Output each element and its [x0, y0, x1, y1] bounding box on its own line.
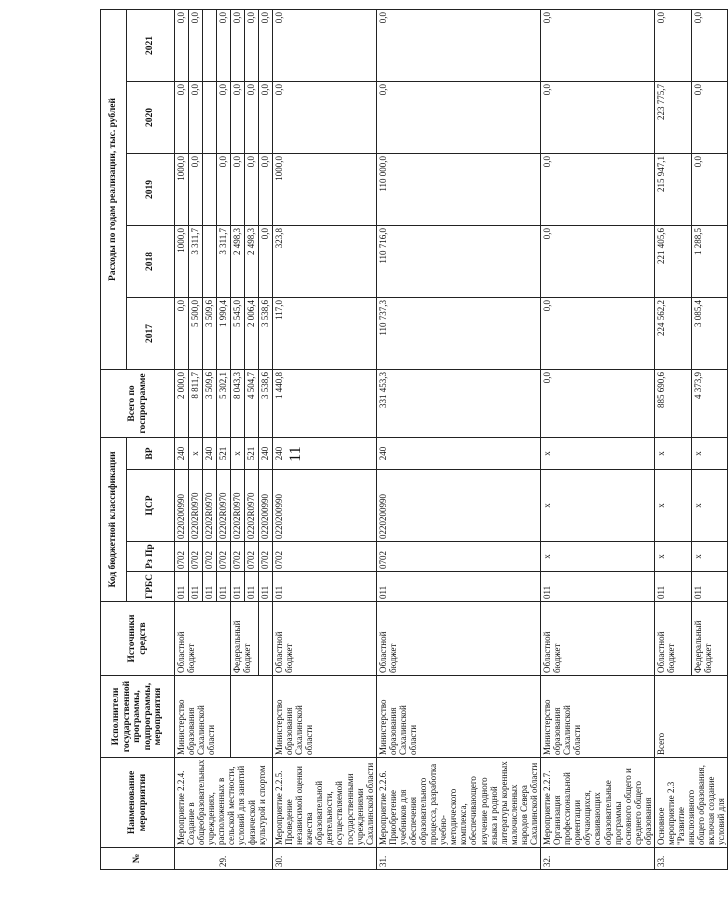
cell-2021: 0,0 — [189, 9, 203, 81]
cell-2018: 110 716,0 — [376, 225, 540, 297]
cell-2017: 5 545,0 — [231, 297, 245, 369]
cell-2020: 0,0 — [245, 81, 259, 153]
row-source: Областной бюджет — [541, 602, 655, 676]
row-source: Областной бюджет — [654, 602, 691, 676]
cell-2021: 0,0 — [654, 9, 691, 81]
cell-total: 1 440,8 — [273, 369, 377, 437]
header-years-group: Расходы по годам реализации, тыс. рублей — [101, 9, 127, 369]
cell-vr: x — [691, 437, 728, 469]
cell-grbs: 011 — [189, 572, 203, 602]
cell-grbs: 011 — [203, 572, 217, 602]
cell-2017: 1 990,4 — [217, 297, 231, 369]
cell-total: 2 000,0 — [175, 369, 189, 437]
cell-total: 4 373,9 — [691, 369, 728, 437]
cell-grbs: 011 — [541, 572, 655, 602]
header-num: № — [101, 848, 175, 870]
cell-2020: 0,0 — [231, 81, 245, 153]
cell-2020: 0,0 — [175, 81, 189, 153]
cell-2017: 0,0 — [175, 297, 189, 369]
cell-rzpr: x — [654, 542, 691, 572]
cell-2019: 0,0 — [245, 153, 259, 225]
cell-2019: 0,0 — [541, 153, 655, 225]
header-rzpr: Рз Пр — [127, 542, 175, 572]
cell-vr: 240 — [376, 437, 540, 469]
row-source: Областной бюджет — [376, 602, 540, 676]
cell-total: 8 043,3 — [231, 369, 245, 437]
row-number: 30. — [273, 848, 377, 870]
table-row — [175, 9, 189, 869]
table-row — [273, 9, 377, 869]
row-source: Областной бюджет — [273, 602, 377, 676]
cell-total: 0,0 — [541, 369, 655, 437]
cell-2020: 0,0 — [273, 81, 377, 153]
cell-csr: x — [691, 470, 728, 542]
page-number: 11 — [287, 446, 304, 462]
cell-2019: 0,0 — [189, 153, 203, 225]
cell-2021: 0,0 — [691, 9, 728, 81]
row-number: 33. — [654, 848, 728, 870]
row-executor-empty — [231, 676, 273, 758]
row-executor: Министерство образования Сахалинской области — [376, 676, 540, 758]
cell-2019: 0,0 — [231, 153, 245, 225]
cell-grbs: 011 — [245, 572, 259, 602]
row-source: Федеральный бюджет — [231, 602, 259, 676]
cell-rzpr: 0702 — [175, 542, 189, 572]
cell-total: 3 509,6 — [203, 369, 217, 437]
cell-total: 5 302,1 — [217, 369, 231, 437]
row-name: Мероприятие 2.2.4. Создание в общеобразовательных учреждениях, расположенных в сельской местности, условий для занятий физической культурой и спортом — [175, 758, 273, 848]
row-source: Федеральный бюджет — [691, 602, 728, 676]
cell-total: 4 504,7 — [245, 369, 259, 437]
header-csr: ЦСР — [127, 470, 175, 542]
cell-csr: 02202R0970 — [231, 470, 245, 542]
cell-2018: 2 498,3 — [245, 225, 259, 297]
cell-2020: 0,0 — [189, 81, 203, 153]
cell-grbs: 011 — [259, 572, 273, 602]
cell-vr: x — [231, 437, 245, 469]
cell-2021: 0,0 — [273, 9, 377, 81]
row-executor: Министерство образования Сахалинской области — [175, 676, 231, 758]
cell-rzpr: 0702 — [217, 542, 231, 572]
cell-2019: 0,0 — [259, 153, 273, 225]
cell-total: 3 538,6 — [259, 369, 273, 437]
cell-2020: 0,0 — [217, 81, 231, 153]
cell-2021: 0,0 — [245, 9, 259, 81]
cell-grbs: 011 — [654, 572, 691, 602]
cell-2017: 117,0 — [273, 297, 377, 369]
cell-csr: x — [654, 470, 691, 542]
cell-2018: 1000,0 — [175, 225, 189, 297]
header-vr: ВР — [127, 437, 175, 469]
row-name: Мероприятие 2.2.6. Приобретение учебников для обеспечения образовательного процесса, разработка учебно-методического комплекса, обеспечивающего изучение родного языка и родной литературы коренных малочисленных народов Севера Сахалинской области — [376, 758, 540, 848]
cell-2017: 3 509,6 — [203, 297, 217, 369]
cell-2020: 0,0 — [691, 81, 728, 153]
cell-vr: 240 — [175, 437, 189, 469]
cell-2019: 1000,0 — [175, 153, 189, 225]
cell-total: 885 690,6 — [654, 369, 691, 437]
cell-2021: 0,0 — [376, 9, 540, 81]
cell-vr: 521 — [217, 437, 231, 469]
row-number: 29. — [175, 848, 273, 870]
cell-2020: 0,0 — [259, 81, 273, 153]
row-executor: Всего — [654, 676, 728, 758]
header-executors: Исполнители государственной программы, подпрограммы, мероприятия — [101, 676, 175, 758]
cell-2021: 0,0 — [541, 9, 655, 81]
cell-2017: 5 500,0 — [189, 297, 203, 369]
cell-grbs: 011 — [231, 572, 245, 602]
cell-2018: 221 405,6 — [654, 225, 691, 297]
cell-2018: 2 498,3 — [231, 225, 245, 297]
cell-2021: 0,0 — [231, 9, 245, 81]
cell-2019: 215 947,1 — [654, 153, 691, 225]
cell-2017: 110 737,3 — [376, 297, 540, 369]
row-source: Областной бюджет — [175, 602, 231, 676]
header-grbs: ГРБС — [127, 572, 175, 602]
cell-csr: 0220200990 — [259, 470, 273, 542]
table-row — [541, 9, 655, 869]
table-row — [231, 9, 245, 869]
cell-vr: 521 — [245, 437, 259, 469]
cell-2017: 3 085,4 — [691, 297, 728, 369]
header-budget-code: Код бюджетной классификации — [101, 437, 127, 601]
cell-grbs: 011 — [175, 572, 189, 602]
cell-total: 8 811,7 — [189, 369, 203, 437]
header-total: Всего по госпрограмме — [101, 369, 175, 437]
cell-vr: x — [189, 437, 203, 469]
cell-2019: 0,0 — [691, 153, 728, 225]
row-source-empty — [259, 602, 273, 676]
cell-rzpr: 0702 — [245, 542, 259, 572]
cell-2017: 0,0 — [541, 297, 655, 369]
header-2018: 2018 — [127, 225, 175, 297]
cell-2018: 323,8 — [273, 225, 377, 297]
cell-2018: 3 311,7 — [217, 225, 231, 297]
cell-rzpr: 0702 — [231, 542, 245, 572]
cell-2018: 0,0 — [259, 225, 273, 297]
cell-rzpr: 0702 — [273, 542, 377, 572]
cell-csr: 0220200990 — [376, 470, 540, 542]
cell-total: 331 453,3 — [376, 369, 540, 437]
cell-2017: 224 562,2 — [654, 297, 691, 369]
cell-csr: 0220200990 — [175, 470, 189, 542]
cell-csr: 02202R0970 — [217, 470, 231, 542]
cell-grbs: 011 — [376, 572, 540, 602]
cell-rzpr: 0702 — [376, 542, 540, 572]
rotated-table-container — [100, 10, 727, 870]
cell-2018: 3 311,7 — [189, 225, 203, 297]
header-2017: 2017 — [127, 297, 175, 369]
row-number: 32. — [541, 848, 655, 870]
cell-vr: 240 — [273, 437, 377, 469]
header-source: Источники средств — [101, 602, 175, 676]
cell-grbs: 011 — [691, 572, 728, 602]
header-2020: 2020 — [127, 81, 175, 153]
row-executor: Министерство образования Сахалинской области — [273, 676, 377, 758]
cell-grbs: 011 — [217, 572, 231, 602]
header-2021: 2021 — [127, 9, 175, 81]
cell-2020: 0,0 — [376, 81, 540, 153]
cell-2017: 3 538,6 — [259, 297, 273, 369]
cell-csr: 02202R0970 — [245, 470, 259, 542]
cell-vr: x — [541, 437, 655, 469]
cell-csr: 0220200990 — [273, 470, 377, 542]
cell-2020: 223 775,7 — [654, 81, 691, 153]
cell-2020: 0,0 — [541, 81, 655, 153]
cell-csr: x — [541, 470, 655, 542]
cell-grbs: 011 — [273, 572, 377, 602]
cell-2021: 0,0 — [217, 9, 231, 81]
cell-2019 — [203, 153, 217, 225]
cell-2017: 2 006,4 — [245, 297, 259, 369]
cell-rzpr: x — [691, 542, 728, 572]
cell-2019: 1000,0 — [273, 153, 377, 225]
row-name: Основное мероприятие 2.3 "Развитие инклюзивного общего образования, включая создание условий для — [654, 758, 728, 848]
row-number: 31. — [376, 848, 540, 870]
cell-2018: 1 288,5 — [691, 225, 728, 297]
cell-2019: 0,0 — [217, 153, 231, 225]
header-2019: 2019 — [127, 153, 175, 225]
cell-rzpr: 0702 — [259, 542, 273, 572]
row-executor: Министерство образования Сахалинской области — [541, 676, 655, 758]
row-name: Мероприятие 2.2.7. Организация профессиональной ориентации обучающихся, осваивающих образовательные программы основного общего и среднего общего образования — [541, 758, 655, 848]
cell-2021: 0,0 — [259, 9, 273, 81]
cell-2021: 0,0 — [175, 9, 189, 81]
cell-2018 — [203, 225, 217, 297]
cell-2018: 0,0 — [541, 225, 655, 297]
cell-csr: 02202R0970 — [203, 470, 217, 542]
header-name: Наименование мероприятия — [101, 758, 175, 848]
cell-rzpr: 0702 — [189, 542, 203, 572]
row-name: Мероприятие 2.2.5. Проведение независимой оценки качества образовательной деятельности, осуществляемой государственными учреждениями Сахалинской области — [273, 758, 377, 848]
cell-2020 — [203, 81, 217, 153]
cell-csr: 02202R0970 — [189, 470, 203, 542]
cell-rzpr: 0702 — [203, 542, 217, 572]
cell-2021 — [203, 9, 217, 81]
table-row — [654, 9, 691, 869]
cell-vr: 240 — [259, 437, 273, 469]
cell-vr: 240 — [203, 437, 217, 469]
budget-table — [100, 9, 728, 870]
cell-rzpr: x — [541, 542, 655, 572]
table-row — [376, 9, 540, 869]
cell-2019: 110 000,0 — [376, 153, 540, 225]
cell-vr: x — [654, 437, 691, 469]
